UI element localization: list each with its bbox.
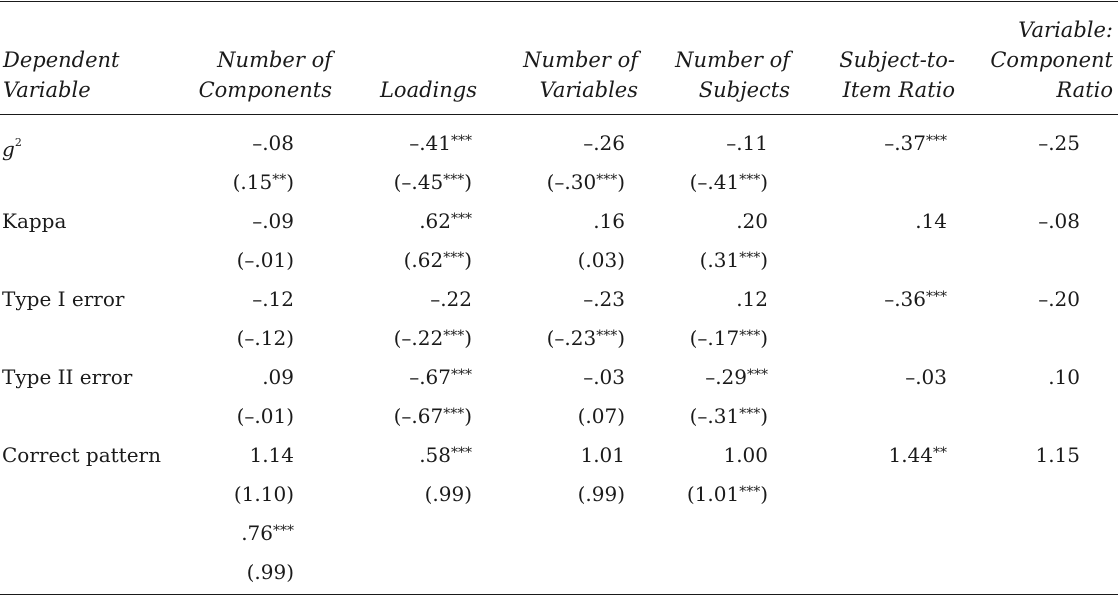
cell: 1.15 (1035, 443, 1080, 467)
cell: (.62***) (403, 248, 472, 272)
cell: 1.00 (723, 443, 768, 467)
cell: –.37*** (884, 131, 947, 155)
row-label: Kappa (2, 209, 67, 233)
header-line: Ratio (1056, 78, 1113, 102)
header-line: Dependent (3, 48, 120, 72)
header-line: Number of (523, 48, 638, 72)
cell: .58*** (419, 443, 472, 467)
cell: (–.01) (236, 404, 294, 428)
cell: (1.01***) (686, 482, 768, 506)
header-components (180, 45, 332, 105)
cell: (1.10) (233, 482, 294, 506)
cell: (.07) (577, 404, 625, 428)
cell: –.36*** (884, 287, 947, 311)
header-line: Variable (3, 78, 91, 102)
cell: (–.01) (236, 248, 294, 272)
header-line: Subject-to- (839, 48, 955, 72)
cell: .16 (593, 209, 625, 233)
header-line: Subjects (698, 78, 790, 102)
cell: –.67*** (409, 365, 472, 389)
cell: –.23 (583, 287, 625, 311)
table-top-rule (0, 1, 1118, 2)
cell: (–.17***) (689, 326, 768, 350)
cell: –.12 (252, 287, 294, 311)
cell: –.29*** (705, 365, 768, 389)
cell: –.11 (726, 131, 768, 155)
cell: (–.67***) (393, 404, 472, 428)
cell: (–.12) (236, 326, 294, 350)
header-line: Loadings (379, 78, 477, 102)
cell: –.08 (1038, 209, 1080, 233)
cell: (–.41***) (689, 170, 768, 194)
cell: 1.44** (888, 443, 947, 467)
cell: –.26 (583, 131, 625, 155)
cell: –.08 (252, 131, 294, 155)
cell: 1.14 (249, 443, 294, 467)
cell: –.41*** (409, 131, 472, 155)
cell: .12 (736, 287, 768, 311)
row-label: Type I error (2, 287, 125, 311)
table-header-rule (0, 114, 1118, 115)
header-line: Components (198, 78, 332, 102)
cell: (–.23***) (546, 326, 625, 350)
header-variable-component-ratio (960, 15, 1113, 105)
cell: –.25 (1038, 131, 1080, 155)
cell: –.03 (905, 365, 947, 389)
cell: .76*** (241, 521, 294, 545)
header-dependent-variable (3, 45, 120, 105)
row-label: Correct pattern (2, 443, 161, 467)
table-bottom-rule (0, 594, 1118, 595)
header-subject-item-ratio (800, 45, 955, 105)
cell: (.03) (577, 248, 625, 272)
cell: –.20 (1038, 287, 1080, 311)
cell: .09 (262, 365, 294, 389)
cell: .14 (915, 209, 947, 233)
header-line: Component (990, 48, 1113, 72)
header-line: Number of (217, 48, 332, 72)
cell: (–.45***) (393, 170, 472, 194)
cell: .20 (736, 209, 768, 233)
cell: .62*** (419, 209, 472, 233)
cell: (.31***) (699, 248, 768, 272)
cell: 1.01 (580, 443, 625, 467)
header-line: Number of (675, 48, 790, 72)
cell: (.99) (246, 560, 294, 584)
cell: –.22 (430, 287, 472, 311)
header-line: Variable: (1018, 18, 1113, 42)
cell: (–.30***) (546, 170, 625, 194)
cell: .10 (1048, 365, 1080, 389)
cell: (–.31***) (689, 404, 768, 428)
cell: (.99) (577, 482, 625, 506)
row-label-g2: $g^2$ (2, 136, 22, 161)
cell: (–.22***) (393, 326, 472, 350)
row-label: Type II error (2, 365, 133, 389)
cell: (.99) (424, 482, 472, 506)
header-line: Variables (539, 78, 638, 102)
header-line: Item Ratio (842, 78, 955, 102)
header-subjects (640, 45, 790, 105)
cell: –.03 (583, 365, 625, 389)
header-variables (480, 45, 638, 105)
cell: –.09 (252, 209, 294, 233)
cell: (.15**) (232, 170, 294, 194)
header-loadings (330, 75, 477, 105)
